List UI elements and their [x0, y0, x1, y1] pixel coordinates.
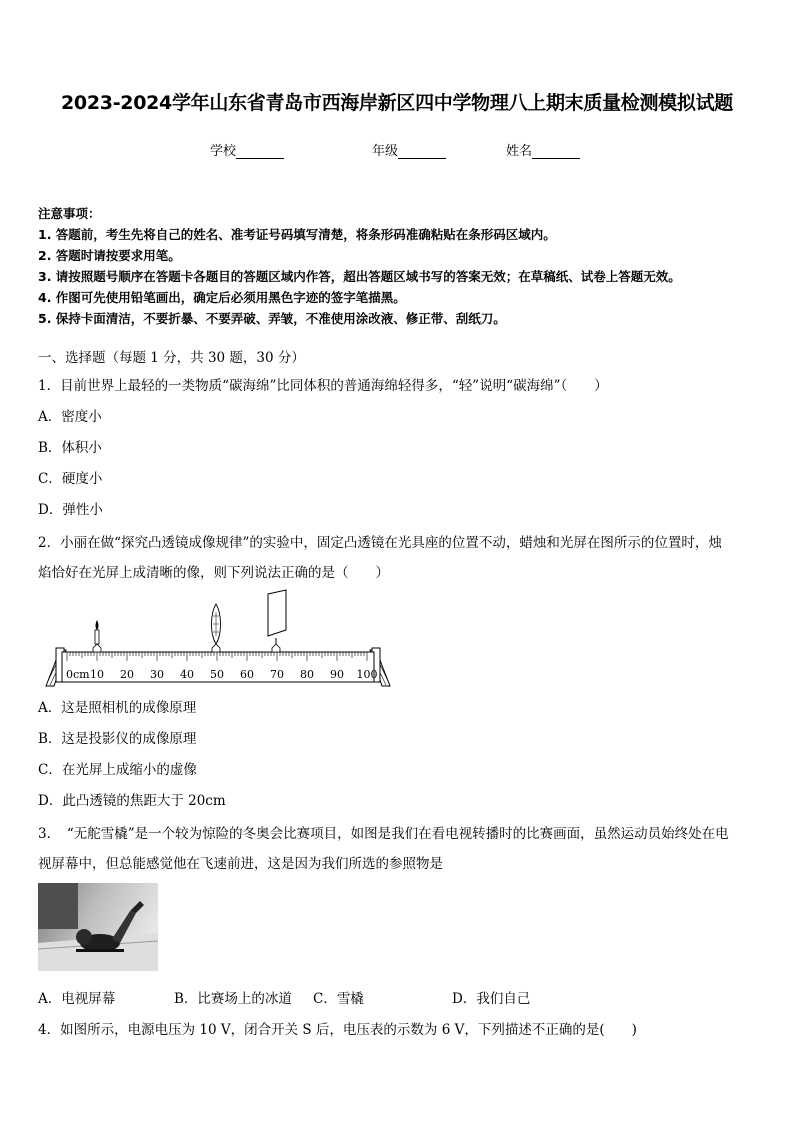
q3-option-a[interactable]: A．电视屏幕 [38, 991, 116, 1007]
ruler-label: 100 [356, 668, 378, 681]
q4-stem: 4．如图所示，电源电压为 10 V，闭合开关 S 后，电压表的示数为 6 V，下列描述不正确的是( ) [38, 1022, 637, 1038]
ruler-label: 90 [330, 668, 344, 681]
q2-stem-line1: 2．小丽在做“探究凸透镜成像规律”的实验中，固定凸透镜在光具座的位置不动，蜡烛和光屏在图所示的位置时，烛 [38, 535, 722, 551]
candle-holder [93, 644, 101, 652]
page-title: 2023-2024学年山东省青岛市西海岸新区四中学物理八上期末质量检测模拟试题 [61, 92, 733, 114]
q2-stem-line2: 焰恰好在光屏上成清晰的像，则下列说法正确的是（ ） [38, 565, 389, 581]
note-item: 5. 保持卡面清洁，不要折暴、不要弄破、弄皱，不准使用涂改液、修正带、刮纸刀。 [38, 311, 506, 326]
note-item: 3. 请按照题号顺序在答题卡各题目的答题区域内作答，超出答题区域书写的答案无效；在草稿纸、试卷上答题无效。 [38, 269, 681, 284]
section-title: 一、选择题（每题 1 分，共 30 题，30 分） [38, 350, 305, 366]
ruler-label: 40 [180, 668, 194, 681]
q1-option-d[interactable]: D．弹性小 [38, 502, 103, 518]
q3-option-c[interactable]: C．雪橇 [313, 991, 364, 1007]
notes-heading: 注意事项： [38, 206, 101, 221]
school-field [210, 140, 284, 159]
name-label: 姓名 [506, 144, 533, 159]
q3-stem-line2: 视屏幕中，但总能感觉他在飞速前进，这是因为我们所选的参照物是 [38, 856, 443, 872]
ruler-label: 80 [300, 668, 314, 681]
candle [95, 630, 99, 644]
q3-option-d[interactable]: D．我们自己 [452, 991, 531, 1007]
ruler-label: 20 [120, 668, 134, 681]
skeleton-sled-photo [38, 883, 158, 971]
note-item: 2. 答题时请按要求用笔。 [38, 248, 181, 263]
ruler-label: 10 [90, 668, 104, 681]
lens-holder [212, 644, 220, 652]
notes-block [38, 203, 681, 329]
ruler-label: 60 [240, 668, 254, 681]
grade-blank[interactable] [398, 144, 446, 159]
screen-holder [272, 644, 280, 652]
q2-option-a[interactable]: A．这是照相机的成像原理 [38, 700, 197, 716]
q1-stem: 1．目前世界上最轻的一类物质“碳海绵”比同体积的普通海绵轻得多，“轻”说明“碳海绵”（ ） [38, 378, 608, 394]
q2-option-b[interactable]: B．这是投影仪的成像原理 [38, 731, 197, 747]
q1-option-c[interactable]: C．硬度小 [38, 471, 103, 487]
note-item: 4. 作图可先使用铅笔画出，确定后必须用黑色字迹的签字笔描黑。 [38, 290, 406, 305]
note-item: 1. 答题前，考生先将自己的姓名、准考证号码填写清楚，将条形码准确粘贴在条形码区域内。 [38, 227, 556, 242]
name-field [506, 140, 580, 159]
ruler-label: 50 [210, 668, 224, 681]
grade-label: 年级 [372, 144, 399, 159]
school-label: 学校 [210, 144, 237, 159]
optical-bench-figure [38, 586, 398, 690]
q3-option-b[interactable]: B．比赛场上的冰道 [174, 991, 292, 1007]
q3-stem-line1: 3． “无舵雪橇”是一个较为惊险的冬奥会比赛项目，如图是我们在看电视转播时的比赛画面，虽然运动员始终处在电 [38, 826, 729, 842]
candle-flame [96, 620, 99, 630]
grade-field [372, 140, 446, 159]
q2-option-d[interactable]: D．此凸透镜的焦距大于 20cm [38, 793, 226, 809]
school-blank[interactable] [236, 144, 284, 159]
q1-option-b[interactable]: B．体积小 [38, 440, 102, 456]
q1-option-a[interactable]: A．密度小 [38, 409, 102, 425]
ruler-label: 0cm [66, 668, 90, 681]
ruler-label: 70 [270, 668, 284, 681]
light-screen [268, 590, 286, 636]
ruler-label: 30 [150, 668, 164, 681]
name-blank[interactable] [532, 144, 580, 159]
q2-option-c[interactable]: C．在光屏上成缩小的虚像 [38, 762, 197, 778]
